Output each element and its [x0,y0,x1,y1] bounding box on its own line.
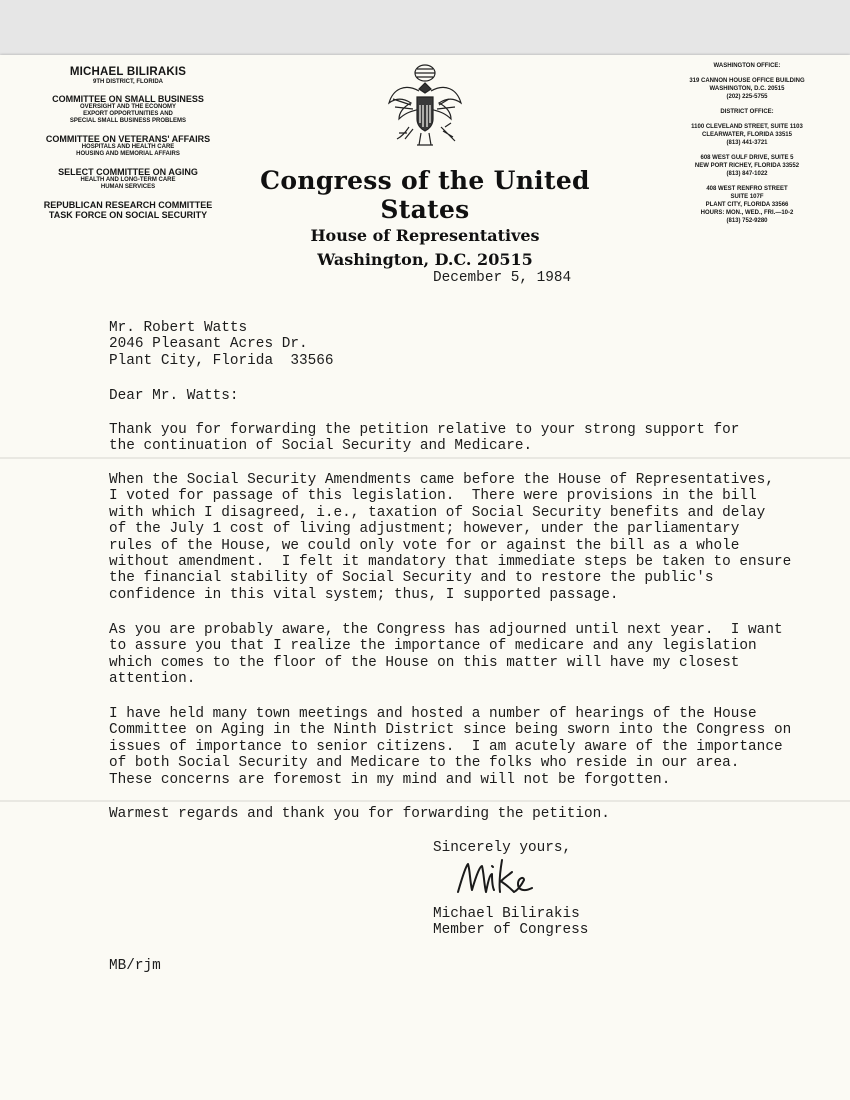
committee-sub: HUMAN SERVICES [100,184,156,190]
committee-sub: OVERSIGHT AND THE ECONOMY [79,104,177,110]
office-line: CLEARWATER, FLORIDA 33515 [702,132,792,138]
office-line: 1100 CLEVELAND STREET, SUITE 1103 [691,124,803,130]
eagle-seal-icon [385,63,465,153]
office-line: PLANT CITY, FLORIDA 33566 [705,202,789,208]
house-title: House of Representatives [310,226,540,245]
address-line: Plant City, Florida 33566 [109,352,334,369]
paragraph-line: of both Social Security and Medicare to the folks who reside in our area. [109,755,740,772]
paragraph-line: to assure you that I realize the importance of medicare and any legislation [109,638,757,655]
paragraph-line: I have held many town meetings and hosted a number of hearings of the House [109,706,757,722]
paragraph-line: with which I disagreed, i.e., taxation of Social Security benefits and delay [109,504,766,521]
office-line: HOURS: MON., WED., FRI.—10-2 [700,210,794,216]
committee-sub: HOSPITALS AND HEALTH CARE [81,144,175,150]
committee-title: SELECT COMMITTEE ON AGING [58,167,198,177]
signer-name: Michael Bilirakis [433,906,580,922]
office-line: (813) 847-1022 [726,171,768,177]
paragraph-line: of the July 1 cost of living adjustment; however, under the parliamentary [109,521,740,538]
closing: Sincerely yours, [433,840,572,856]
letter-date: December 5, 1984 [433,270,572,286]
paragraph [109,806,610,822]
address-line: Mr. Robert Watts [109,320,248,336]
letterhead-left-column [28,66,228,220]
office-line: SUITE 107F [730,194,764,200]
paragraph-line: issues of importance to senior citizens. I am acutely aware of the importance [109,738,783,755]
paragraph [109,706,791,788]
paragraph-line: the continuation of Social Security and Medicare. [109,438,533,455]
signer-block [433,906,588,939]
district-label: 9TH DISTRICT, FLORIDA [93,79,163,85]
typist-initials: MB/rjm [109,958,161,974]
committee-title: COMMITTEE ON SMALL BUSINESS [52,94,204,104]
paragraph-line: These concerns are foremost in my mind and will not be forgotten. [109,771,671,788]
letterhead-title [220,166,630,269]
district-office-heading: DISTRICT OFFICE: [720,109,774,115]
paragraph-line: the financial stability of Social Security and to restore the public's [109,570,714,587]
committee-sub: SPECIAL SMALL BUSINESS PROBLEMS [69,118,187,124]
office-line: 608 WEST GULF DRIVE, SUITE 5 [700,155,794,161]
committee-sub: HOUSING AND MEMORIAL AFFAIRS [76,151,180,157]
office-line: NEW PORT RICHEY, FLORIDA 33552 [694,163,800,169]
letterhead-offices [672,62,822,225]
salutation: Dear Mr. Watts: [109,388,239,404]
paragraph [109,622,783,688]
committee-title: COMMITTEE ON VETERANS' AFFAIRS [45,134,211,144]
recipient-address [109,320,334,369]
office-line: 408 WEST RENFRO STREET [706,186,788,192]
paragraph-line: rules of the House, we could only vote for or against the bill as a whole [109,537,740,554]
office-line: WASHINGTON, D.C. 20515 [709,86,785,92]
congress-title: Congress of the United States [260,166,590,224]
paragraph-line: Thank you for forwarding the petition relative to your strong support for [109,422,740,438]
paragraph-line: attention. [109,671,196,688]
office-line: (813) 752-9280 [726,218,768,224]
paragraph-line: which comes to the floor of the House on this matter will have my closest [109,654,740,671]
paragraph-line: I voted for passage of this legislation. There were provisions in the bill [109,488,757,505]
committee-title: REPUBLICAN RESEARCH COMMITTEE [43,200,213,210]
paragraph-line: When the Social Security Amendments came before the House of Representatives, [109,472,774,488]
signer-title: Member of Congress [433,922,589,939]
paragraph-line: Warmest regards and thank you for forwarding the petition. [109,806,610,822]
fold-line [0,457,850,459]
paragraph [109,472,791,603]
committee-title: TASK FORCE ON SOCIAL SECURITY [48,210,208,220]
address-line: 2046 Pleasant Acres Dr. [109,336,308,353]
office-line: 319 CANNON HOUSE OFFICE BUILDING [689,78,805,84]
committee-sub: HEALTH AND LONG-TERM CARE [80,177,176,183]
signature [452,852,562,902]
paragraph-line: confidence in this vital system; thus, I supported passage. [109,586,619,603]
paragraph-line: Committee on Aging in the Ninth District since being sworn into the Congress on [109,722,792,739]
paragraph-line: As you are probably aware, the Congress has adjourned until next year. I want [109,622,783,638]
office-line: (202) 225-5755 [726,94,768,100]
paragraph-line: without amendment. I felt it mandatory that immediate steps be taken to ensure [109,554,792,571]
committee-sub: EXPORT OPPORTUNITIES AND [83,111,173,117]
fold-line [0,800,850,802]
washington-office-heading: WASHINGTON OFFICE: [713,63,781,69]
paragraph [109,422,739,455]
congressman-name: MICHAEL BILIRAKIS [69,66,187,78]
washington-title: Washington, D.C. 20515 [317,250,533,269]
office-line: (813) 441-3721 [726,140,768,146]
